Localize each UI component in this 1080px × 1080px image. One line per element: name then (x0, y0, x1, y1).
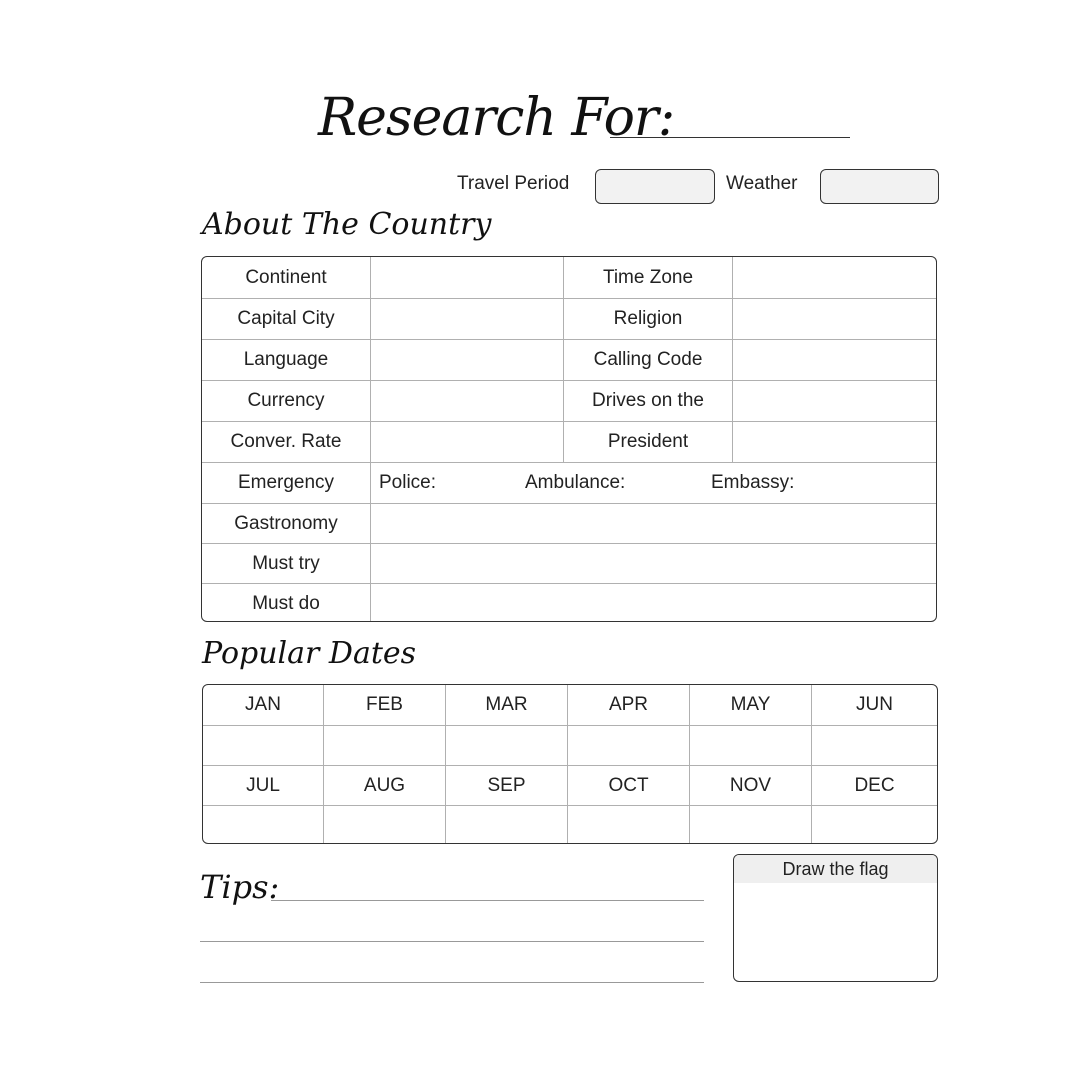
sep-value[interactable] (446, 806, 567, 844)
month-oct: OCT (608, 774, 649, 796)
table-row (202, 421, 936, 462)
time-zone-label: Time Zone (602, 266, 694, 288)
page-title: Research For: (318, 88, 675, 148)
month-nov: NOV (729, 774, 772, 796)
continent-label: Continent (245, 266, 327, 288)
oct-value[interactable] (568, 806, 689, 844)
language-value[interactable] (371, 340, 563, 380)
conversion-rate-value[interactable] (371, 422, 563, 462)
may-value[interactable] (690, 726, 811, 765)
table-row (202, 543, 936, 583)
flag-box-label: Draw the flag (734, 855, 937, 883)
jul-value[interactable] (203, 806, 323, 844)
religion-value[interactable] (733, 299, 937, 339)
about-country-heading: About The Country (202, 207, 492, 242)
table-row (203, 685, 937, 725)
table-row (202, 583, 936, 622)
president-label: President (607, 431, 689, 452)
mar-value[interactable] (446, 726, 567, 765)
feb-value[interactable] (324, 726, 445, 765)
police-label: Police: (379, 472, 437, 493)
popular-dates-table (202, 684, 938, 844)
destination-input-line[interactable] (610, 137, 850, 138)
about-country-table (201, 256, 937, 622)
jun-value[interactable] (812, 726, 937, 765)
tips-line[interactable] (271, 900, 704, 901)
table-row (202, 298, 936, 339)
jan-value[interactable] (203, 726, 323, 765)
tips-heading: Tips: (200, 868, 280, 906)
conversion-rate-label: Conver. Rate (230, 431, 342, 452)
calling-code-label: Calling Code (593, 349, 703, 370)
table-row (202, 503, 936, 543)
capital-city-value[interactable] (371, 299, 563, 339)
religion-label: Religion (613, 308, 683, 329)
table-row (203, 725, 937, 765)
embassy-label: Embassy: (711, 472, 795, 493)
month-dec: DEC (854, 774, 895, 796)
table-row (203, 805, 937, 844)
currency-value[interactable] (371, 381, 563, 421)
travel-period-label: Travel Period (457, 173, 570, 194)
drives-on-label: Drives on the (592, 390, 704, 411)
month-sep: SEP (487, 774, 526, 796)
weather-field[interactable] (820, 169, 939, 204)
table-row (202, 339, 936, 380)
month-jan: JAN (245, 694, 281, 715)
emergency-label: Emergency (237, 472, 335, 493)
table-row (203, 765, 937, 805)
language-label: Language (243, 349, 329, 370)
apr-value[interactable] (568, 726, 689, 765)
dec-value[interactable] (812, 806, 937, 844)
tips-line[interactable] (200, 941, 704, 942)
travel-period-field[interactable] (595, 169, 715, 204)
table-row (202, 380, 936, 421)
month-mar: MAR (485, 694, 528, 715)
nov-value[interactable] (690, 806, 811, 844)
popular-dates-heading: Popular Dates (202, 636, 417, 671)
capital-city-label: Capital City (237, 308, 335, 329)
must-try-value[interactable] (371, 544, 937, 583)
month-jun: JUN (856, 694, 893, 715)
table-row (202, 462, 936, 503)
flag-drawing-box[interactable] (733, 854, 938, 982)
month-jul: JUL (246, 774, 280, 796)
month-apr: APR (608, 694, 649, 715)
continent-value[interactable] (371, 257, 563, 298)
must-do-label: Must do (252, 592, 320, 614)
must-do-value[interactable] (371, 584, 937, 622)
table-row (202, 257, 936, 298)
tips-line[interactable] (200, 982, 704, 983)
currency-label: Currency (247, 390, 325, 411)
drives-on-value[interactable] (733, 381, 937, 421)
ambulance-label: Ambulance: (525, 472, 626, 493)
must-try-label: Must try (252, 552, 320, 574)
gastronomy-value[interactable] (371, 504, 937, 543)
weather-label: Weather (726, 173, 798, 194)
calling-code-value[interactable] (733, 340, 937, 380)
time-zone-value[interactable] (733, 257, 937, 298)
month-aug: AUG (363, 774, 406, 796)
gastronomy-label: Gastronomy (234, 512, 338, 534)
month-may: MAY (730, 694, 771, 715)
month-feb: FEB (366, 694, 403, 715)
president-value[interactable] (733, 422, 937, 462)
aug-value[interactable] (324, 806, 445, 844)
